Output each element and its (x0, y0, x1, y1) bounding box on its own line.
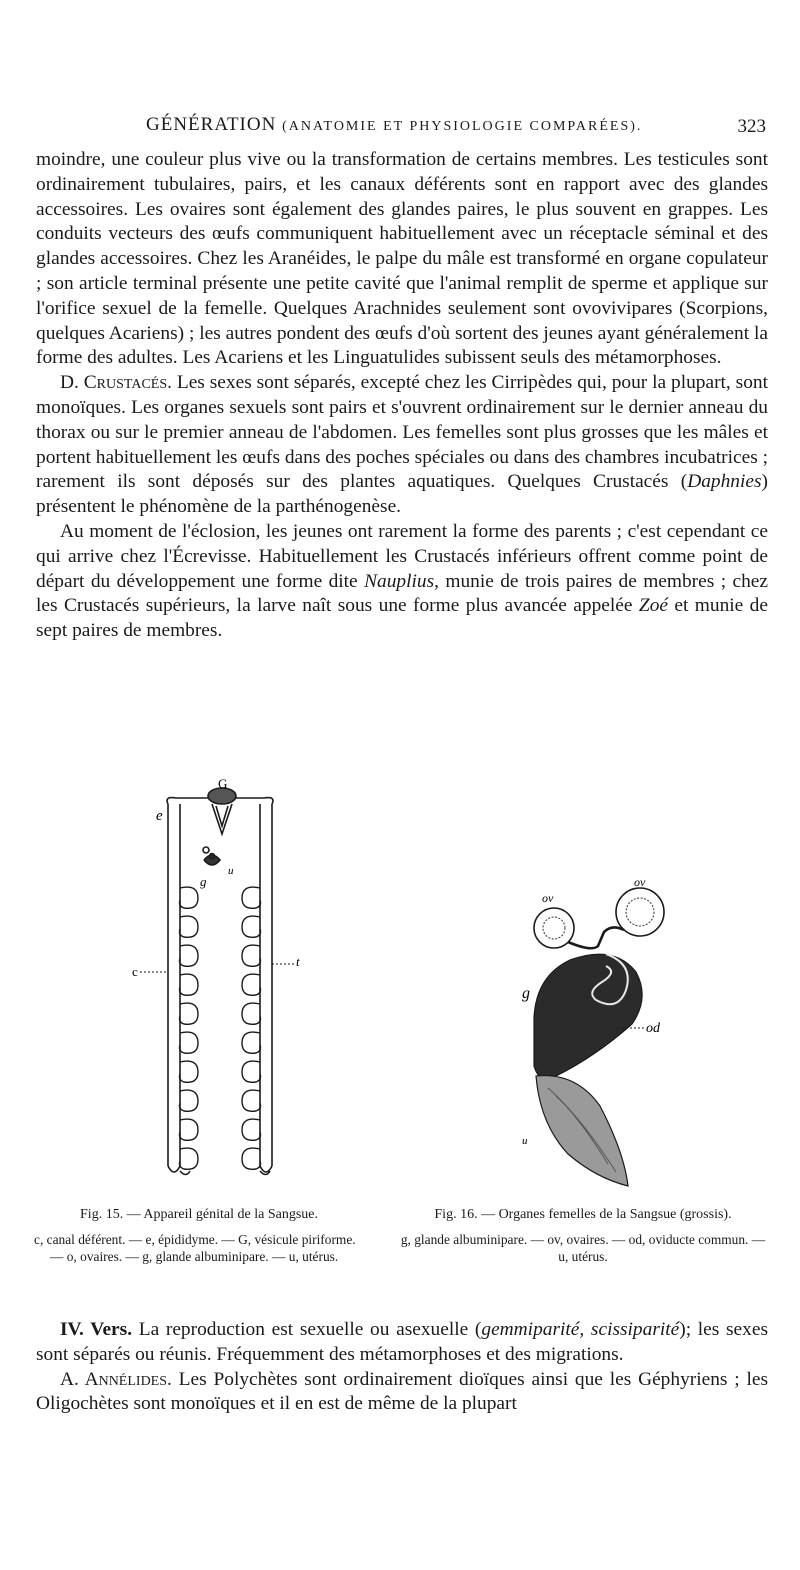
ovary-loop (180, 887, 199, 908)
running-header (36, 114, 770, 140)
figure-15-caption-legend: c, canal déférent. — e, épididyme. — G, vésicule piriforme. — o, ovaires. — g, glande albuminipare. — u, utérus. (34, 1232, 356, 1264)
paragraph-annelides (36, 1368, 768, 1418)
ovary-loop (242, 916, 261, 937)
fig16-label-ov-right: ov (634, 875, 646, 889)
running-title (146, 114, 642, 136)
ovary-loop (180, 1061, 199, 1082)
ovary-loop (242, 1119, 261, 1140)
fig15-ovaries-left (180, 887, 199, 1169)
ovary-loop (180, 1148, 199, 1169)
ovary-loop (180, 945, 199, 966)
paragraph-arachnides: moindre, une couleur plus vive ou la transformation de certains membres. Les testicules sont ordinairement tubulaires, pairs, et les canaux déférents sont en rapport avec des glandes accessoires. Les ovaires sont également des glandes paires, le plus souvent en grappes. Les conduits vecteurs des œufs communiquent habituellement avec un réceptacle séminal et des glandes accessoires. Chez les Aranéides, le palpe du mâle est transformé en organe copulateur ; son article terminal présente une petite cavité que l'animal remplit de sperme et applique sur l'orifice sexuel de la femelle. Quelques Arachnides seulement sont ovovivipares (Scorpions, quelques Acariens) ; les autres pondent des œufs d'où sortent des jeunes ayant généralement la forme des adultes. Les Acariens et les Linguatulides subissent seuls des métamorphoses. (36, 149, 768, 369)
paragraph-eclosion (36, 520, 768, 644)
paragraph-text: Les Polychètes sont ordinairement dioïques ainsi que les Géphyriens ; les Oligochètes sont monoïques et il en est de même de la plupart (36, 1368, 768, 1415)
section-heading-vers: IV. Vers. (60, 1319, 133, 1340)
paragraph-text: Au moment de l'éclosion, les jeunes ont rarement la forme des parents ; c'est cependant ce qui arrive chez l'Écrevisse. Habituellement les Crustacés inférieurs offrent comme point de départ du développement une forme dite (36, 520, 768, 592)
ovary-loop (180, 916, 199, 937)
glande-albuminipare (534, 954, 642, 1079)
ovary-loop (242, 1032, 261, 1053)
paragraph-text: ) présentent le phénomène de la parthénogenèse. (36, 471, 768, 518)
paragraph-crustaces (36, 371, 768, 520)
ovary-loop (242, 1061, 261, 1082)
ovary-loop (242, 974, 261, 995)
paragraph-text: et munie de sept paires de membres. (36, 595, 768, 642)
fig15-label-c: c (132, 964, 138, 979)
ovary-loop (180, 1003, 199, 1024)
ovary-loop (242, 945, 261, 966)
italic-term: Daphnies (687, 471, 762, 493)
fig16-label-ov-left: ov (542, 891, 554, 905)
fig16-label-u: u (522, 1135, 528, 1147)
paragraph-text: ); les sexes sont séparés ou réunis. Fréquemment des métamorphoses et des migrations. (36, 1319, 768, 1365)
figure-16-caption-legend: g, glande albuminipare. — ov, ovaires. — od, oviducte commun. — u, utérus. (400, 1232, 766, 1264)
ovary-loop (242, 1090, 261, 1111)
ovary-loop (242, 887, 261, 908)
paragraph-text: Les sexes sont séparés, excepté chez les Cirripèdes qui, pour la plupart, sont monoïques. Les organes sexuels sont pairs et s'ouvrent ordinairement sur le dernier anneau du thorax ou sur le premier anneau de l'abdomen. Les femelles sont plus grosses que les mâles et portent habituellement les œufs dans des poches spéciales ou dans des chambres incubatrices ; rarement ils sont déposés sur des plantes aquatiques. Quelques Crustacés ( (36, 372, 768, 493)
running-title-main: GÉNÉRATION (146, 114, 277, 135)
paragraph-vers (36, 1318, 768, 1368)
ovary-loop (242, 1148, 261, 1169)
ovary-loop (180, 1090, 199, 1111)
fig15-leader-lines (140, 964, 294, 972)
figures-area (36, 776, 770, 1206)
paragraph-text: , munie de trois paires de membres ; chez les Crustacés supérieurs, la larve naît sous une forme plus avancée appelée (36, 570, 768, 617)
fig16-label-od: od (646, 1021, 660, 1036)
paragraph-text: La reproduction est sexuelle ou asexuelle ( (132, 1319, 482, 1340)
fig15-label-t: t (296, 954, 300, 969)
fig15-ovaries-right (242, 887, 261, 1169)
figure-16-caption-title: Fig. 16. — Organes femelles de la Sangsue (grossis). (434, 1207, 732, 1222)
figure-15-caption-title: Fig. 15. — Appareil génital de la Sangsue. (80, 1207, 318, 1222)
fig15-label-e: e (156, 808, 163, 824)
fig15-label-g: g (200, 874, 207, 889)
fig15-label-G: G (218, 776, 228, 791)
italic-term: gemmiparité, scissiparité (481, 1319, 680, 1340)
running-title-sub: (ANATOMIE ET PHYSIOLOGIE COMPARÉES). (282, 119, 643, 134)
section-heading-crustaces: D. Crustacés. (60, 372, 172, 394)
ovary-loop (180, 1032, 199, 1053)
body-text-bottom (36, 1318, 768, 1417)
body-text-top (36, 148, 768, 644)
italic-term: Nauplius (364, 570, 435, 592)
ovary-loop (180, 1119, 199, 1140)
ovary-loop (242, 1003, 261, 1024)
figures-illustration (36, 776, 770, 1206)
italic-term: Zoé (638, 595, 668, 617)
fig15-label-u: u (228, 865, 234, 877)
figure-15-drawing (167, 788, 273, 1175)
figure-16-drawing (534, 888, 664, 1186)
page-number: 323 (737, 116, 766, 137)
fig16-label-g: g (522, 985, 530, 1002)
figure-16-caption (398, 1206, 768, 1265)
section-heading-annelides: A. Annélides. (60, 1368, 172, 1390)
ovary-loop (180, 974, 199, 995)
figure-15-caption (34, 1206, 364, 1265)
